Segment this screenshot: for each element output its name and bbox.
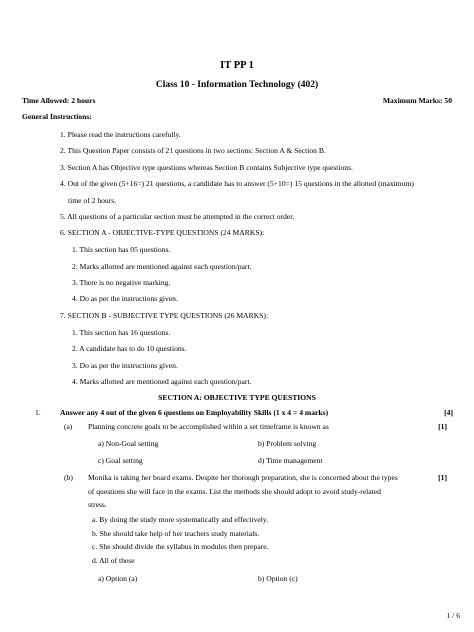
subquestion-text-line: stress.	[88, 500, 107, 509]
instruction-item: 7. SECTION B - SUBJECTIVE TYPE QUESTIONS (26 MARKS):	[60, 311, 269, 320]
page-number: 1 / 6	[446, 611, 460, 620]
subquestion-text-line: of questions she will face in the exams. List the methods she should adopt to avoid study-related	[88, 487, 381, 496]
section-b-point: 1. This section has 16 questions.	[72, 328, 171, 337]
general-instructions-heading: General Instructions:	[22, 112, 92, 121]
answer-option: b) Option (c)	[258, 574, 298, 583]
instruction-item: 4. Out of the given (5+16=) 21 questions, a candidate has to answer (5+10=) 15 questions in the allotted (maximum)	[60, 179, 414, 188]
subquestion-text: Planning concrete goals to be accomplished within a set timeframe is known as	[88, 422, 329, 431]
instruction-item: 1. Please read the instructions carefully.	[60, 130, 181, 139]
subquestion-label: (a)	[64, 422, 73, 431]
instruction-item: 6. SECTION A - OBJECTIVE-TYPE QUESTIONS (24 MARKS):	[60, 228, 265, 237]
answer-option: a) Non-Goal setting	[98, 439, 159, 448]
section-a-heading: SECTION A: OBJECTIVE TYPE QUESTIONS	[158, 393, 316, 402]
section-b-point: 3. Do as per the instructions given.	[72, 361, 178, 370]
subquestion-label: (b)	[64, 473, 73, 482]
choice-item: c. She should divide the syllabus in modules then prepare.	[92, 542, 269, 551]
page-title: IT PP 1	[220, 60, 254, 71]
answer-option: d) Time management	[258, 456, 323, 465]
section-a-point: 1. This section has 05 questions.	[72, 245, 171, 254]
subquestion-marks: [1]	[438, 422, 447, 431]
question-marks: [4]	[444, 408, 453, 417]
question-text: Answer any 4 out of the given 6 questions on Employability Skills (1 x 4 = 4 marks)	[60, 408, 329, 417]
instruction-item: 5. All questions of a particular section must be attempted in the correct order.	[60, 212, 295, 221]
answer-option: b) Problem solving	[258, 439, 317, 448]
maximum-marks: Maximum Marks: 50	[382, 96, 452, 105]
section-a-point: 3. There is no negative marking.	[72, 278, 171, 287]
section-b-point: 4. Marks allotted are mentioned against each question/part.	[72, 377, 252, 386]
choice-item: d. All of these	[92, 556, 135, 565]
question-number: 1.	[35, 408, 41, 417]
choice-item: b. She should take help of her teachers study materials.	[92, 529, 260, 538]
instruction-item: 3. Section A has Objective type questions whereas Section B contains Subjective type questions.	[60, 163, 353, 172]
choice-item: a. By doing the study more systematically and effectively.	[92, 515, 269, 524]
section-a-point: 4. Do as per the instructions given.	[72, 294, 178, 303]
subquestion-text-line: Monika is taking her board exams. Despite her thorough preparation, she is concerned about the types	[88, 473, 398, 482]
time-allowed: Time Allowed: 2 hours	[22, 96, 96, 105]
page-subtitle: Class 10 - Information Technology (402)	[155, 80, 319, 90]
instruction-item: 2. This Question Paper consists of 21 questions in two sections: Section A & Section B.	[60, 146, 326, 155]
section-b-point: 2. A candidate has to do 10 questions.	[72, 344, 187, 353]
section-a-point: 2. Marks allotted are mentioned against each question/part.	[72, 262, 252, 271]
answer-option: c) Goal setting	[98, 456, 143, 465]
subquestion-marks: [1]	[438, 473, 447, 482]
instruction-item-continued: time of 2 hours.	[68, 196, 117, 205]
answer-option: a) Option (a)	[98, 574, 138, 583]
